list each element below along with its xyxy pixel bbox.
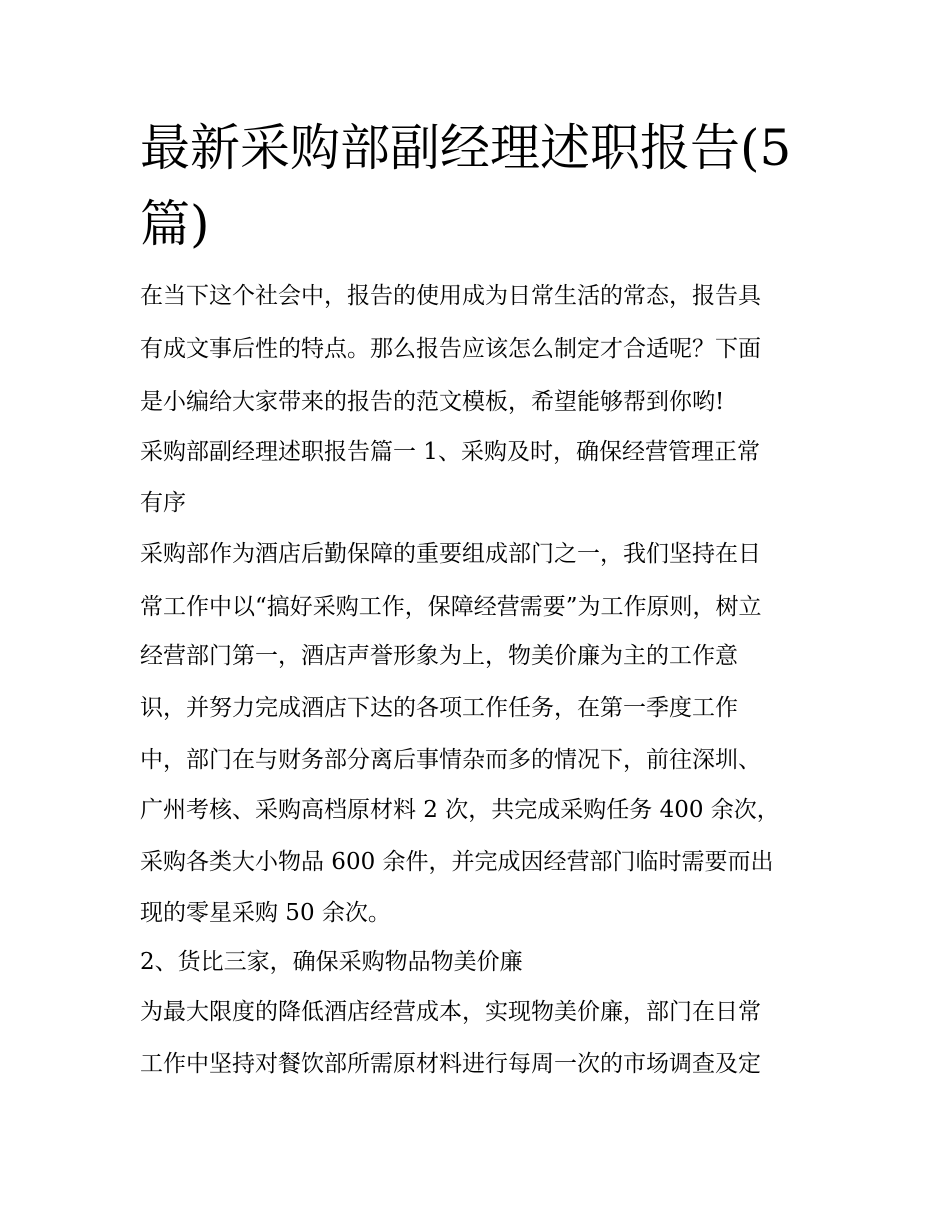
body-line: 采购部作为酒店后勤保障的重要组成部门之一，我们坚持在日	[140, 541, 761, 567]
body-line: 中，部门在与财务部分离后事情杂而多的情况下，前往深圳、	[140, 747, 761, 773]
body-line: 工作中坚持对餐饮部所需原材料进行每周一次的市场调查及定	[140, 1051, 761, 1077]
body-line: 采购部副经理述职报告篇一 1、采购及时，确保经营管理正常	[140, 439, 760, 465]
body-line: 广州考核、采购高档原材料 2 次，共完成采购任务 400 余次，	[140, 797, 780, 823]
body-line: 2、货比三家，确保采购物品物美价廉	[140, 949, 523, 975]
document-title: 最新采购部副经理述职报告(5篇)	[140, 119, 792, 253]
body-line: 为最大限度的降低酒店经营成本，实现物美价廉，部门在日常	[140, 999, 761, 1025]
body-line: 现的零星采购 50 余次。	[140, 900, 391, 926]
body-line: 是小编给大家带来的报告的范文模板，希望能够帮到你哟!	[140, 389, 725, 415]
body-line: 识，并努力完成酒店下达的各项工作任务，在第一季度工作	[140, 695, 738, 721]
body-line: 经营部门第一，酒店声誉形象为上，物美价廉为主的工作意	[140, 643, 738, 669]
body-line: 在当下这个社会中，报告的使用成为日常生活的常态，报告具	[140, 283, 761, 309]
body-line: 有序	[140, 490, 186, 516]
body-line: 常工作中以“搞好采购工作，保障经营需要”为工作原则，树立	[140, 594, 762, 620]
body-line: 采购各类大小物品 600 余件，并完成因经营部门临时需要而出	[140, 849, 774, 875]
body-line: 有成文事后性的特点。那么报告应该怎么制定才合适呢？下面	[140, 336, 761, 362]
